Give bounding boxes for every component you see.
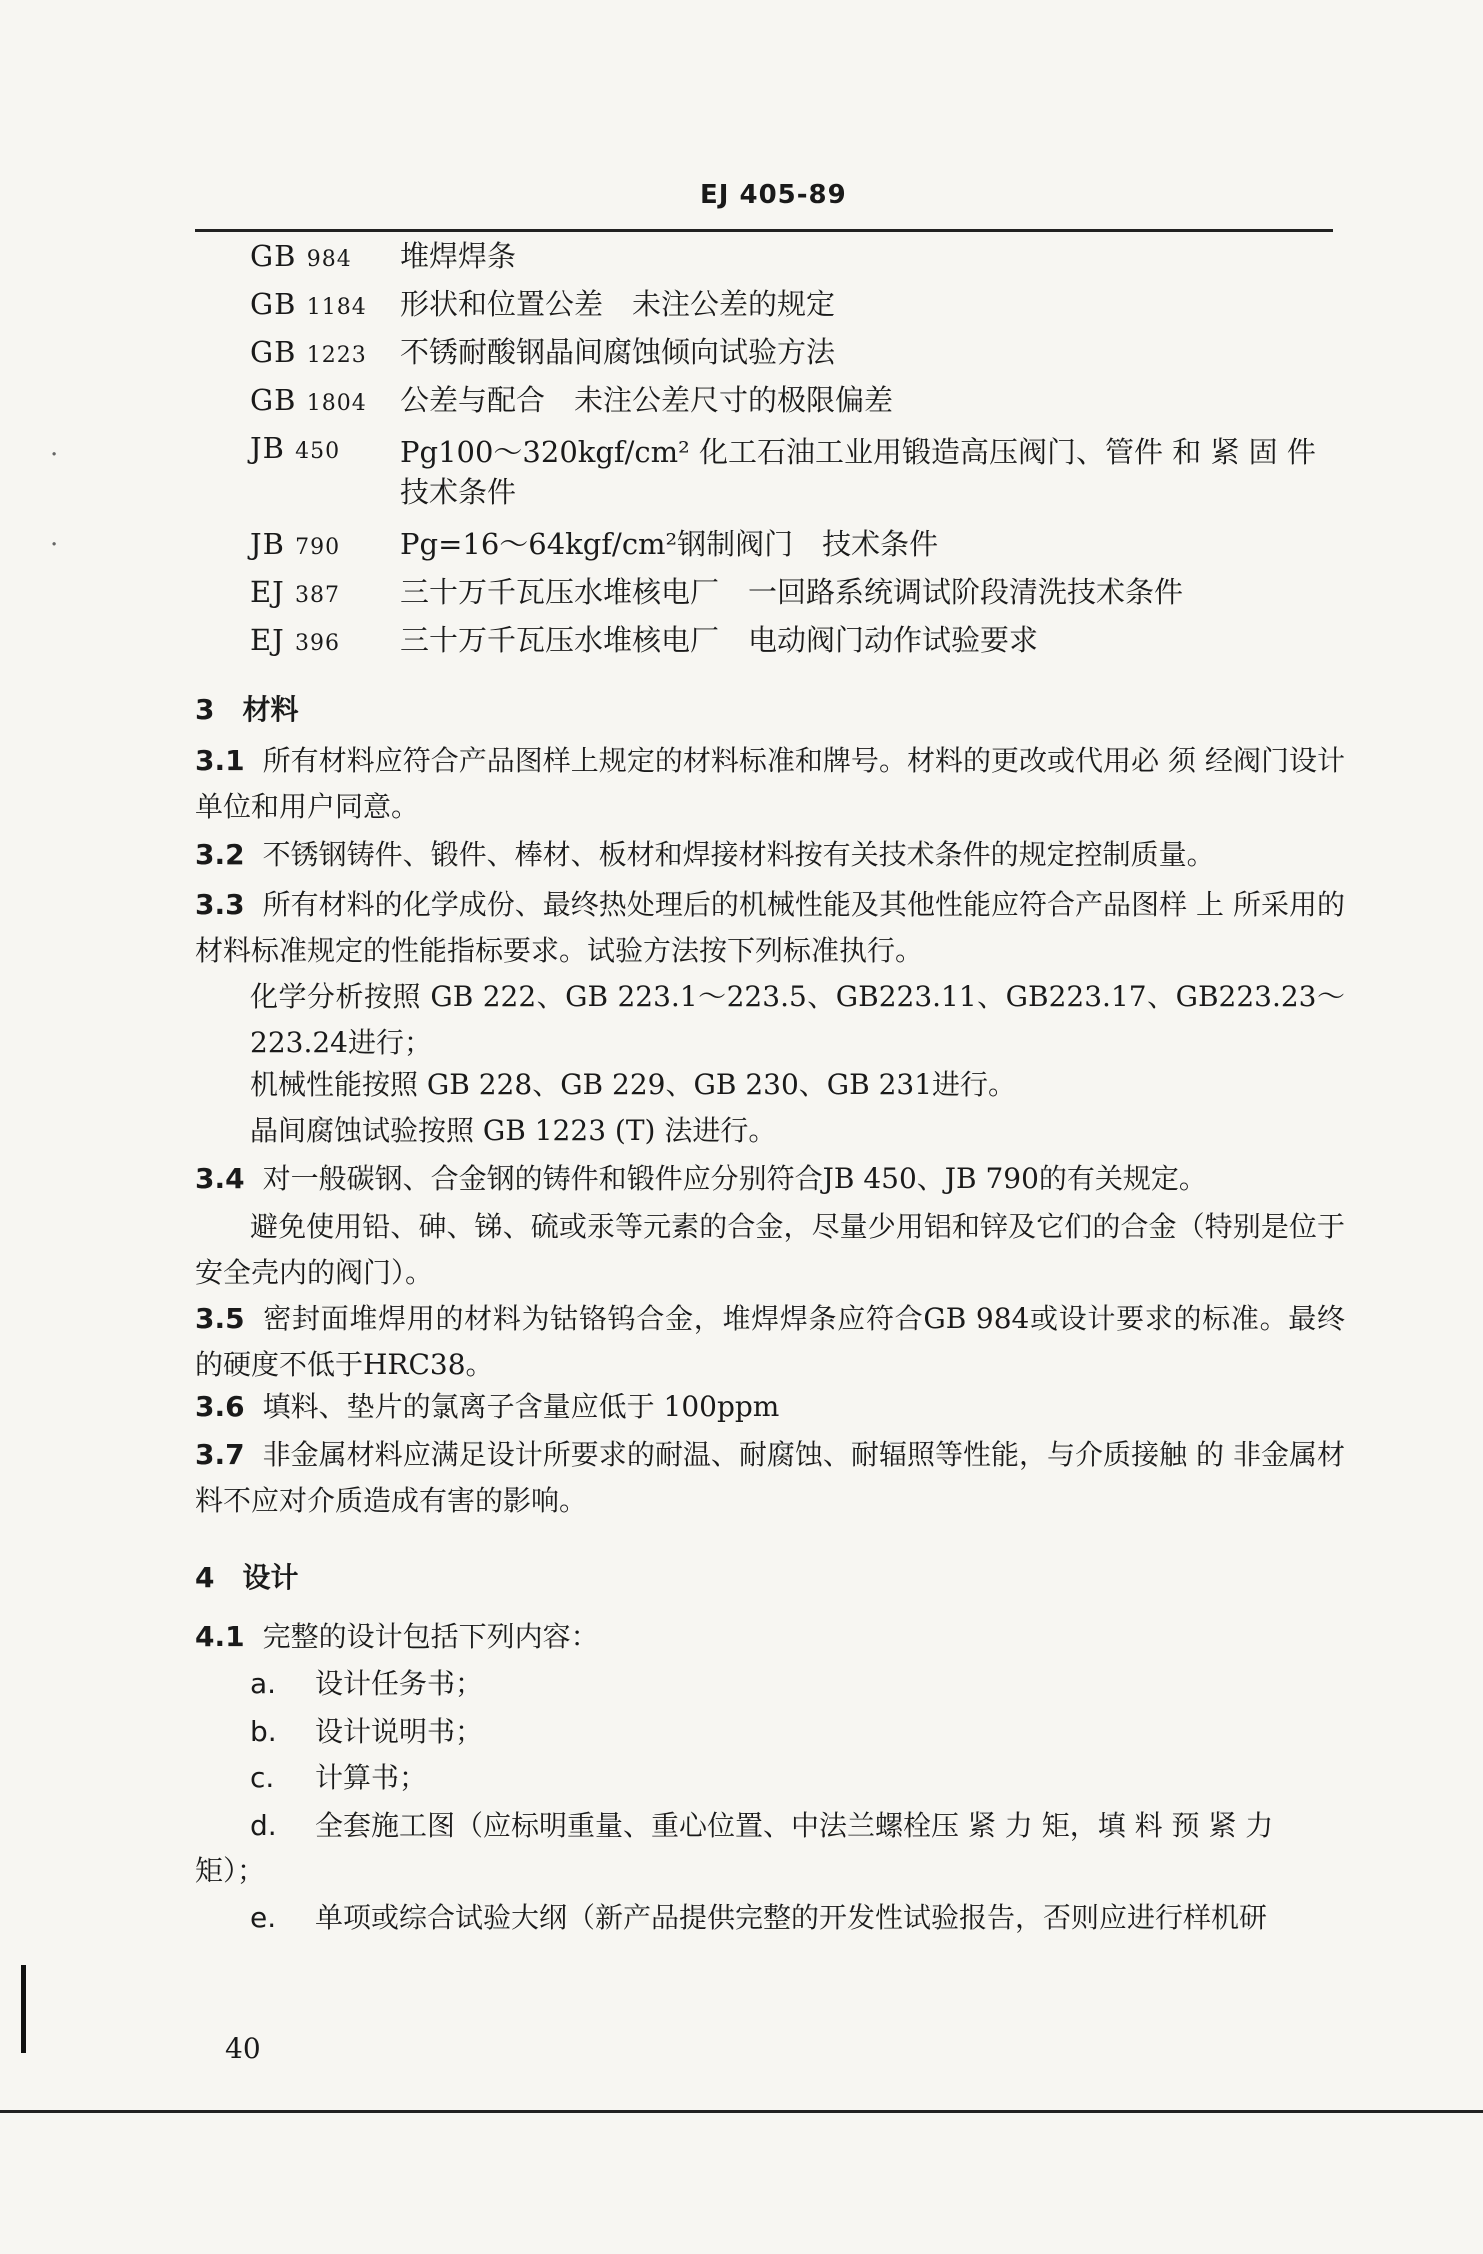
list-text: 计算书； [315,1761,428,1794]
ref-number: 1804 [306,391,367,416]
reference-item [250,624,1350,656]
footer-rule [0,2110,1483,2113]
clause-text: 填料、垫片的氯离子含量应低于 100ppm [262,1390,780,1423]
ref-code: EJ [250,575,285,609]
ref-number: 1184 [306,295,367,320]
list-text: 全套施工图（应标明重量、重心位置、中法兰螺栓压 紧 力 矩，填 料 预 紧 力 [315,1809,1274,1842]
clause-number: 3.6 [195,1390,245,1423]
ref-code: GB [250,335,297,369]
scan-margin-mark [21,1965,26,2053]
clause-3-5 [195,1296,1345,1388]
reference-item [250,432,1350,512]
ref-number: 396 [295,631,341,656]
clause-3-3-chemical: 化学分析按照 GB 222、GB 223.1～223.5、GB223.11、GB223.17、GB223.23～223.24进行； [250,980,1345,1059]
reference-item [250,240,1350,272]
list-marker: b. [250,1715,277,1748]
ref-title: Pg=16～64kgf/cm²钢制阀门 技术条件 [400,527,939,561]
clause-3-3 [195,882,1345,974]
list-text: 设计说明书； [315,1715,484,1748]
list-item [250,1662,483,1702]
clause-3-4 [195,1156,1345,1202]
clause-text: 对一般碳钢、合金钢的铸件和锻件应分别符合JB 450、JB 790的有关规定。 [262,1162,1207,1195]
ref-code: EJ [250,623,285,657]
list-marker: a. [250,1667,277,1700]
ref-title: Pg100～320kgf/cm² 化工石油工业用锻造高压阀门、管件 和 紧 固 件 技术条件 [400,435,1316,509]
clause-text: 完整的设计包括下列内容： [262,1620,599,1653]
clause-text: 不锈钢铸件、锻件、棒材、板材和焊接材料按有关技术条件的规定控制质量。 [262,838,1215,871]
scan-artifact-dot: · [50,530,59,560]
clause-3-7 [195,1432,1345,1524]
ref-title: 公差与配合 未注公差尺寸的极限偏差 [400,383,894,417]
ref-number: 1223 [306,343,367,368]
ref-number: 387 [295,583,341,608]
list-item [250,1804,1273,1844]
ref-code: GB [250,383,297,417]
clause-number: 4.1 [195,1620,245,1653]
list-marker: c. [250,1761,275,1794]
ref-code: JB [250,527,285,561]
clause-number: 3.4 [195,1162,245,1195]
clause-3-1 [195,738,1345,830]
ref-title: 不锈耐酸钢晶间腐蚀倾向试验方法 [400,335,836,369]
reference-item [250,576,1350,608]
list-marker: d. [250,1809,277,1842]
ref-title: 形状和位置公差 未注公差的规定 [400,287,836,321]
header-rule [195,229,1333,232]
ref-title: 堆焊焊条 [400,239,517,273]
ref-number: 984 [306,247,352,272]
section-heading-materials: 3 材料 [195,693,299,726]
clause-3-3-corrosion: 晶间腐蚀试验按照 GB 1223 (T) 法进行。 [250,1114,777,1147]
list-item-continuation: 矩）； [195,1854,266,1887]
list-text: 设计任务书； [315,1667,484,1700]
clause-4-1 [195,1614,1345,1660]
clause-3-3-mechanical: 机械性能按照 GB 228、GB 229、GB 230、GB 231进行。 [250,1068,1017,1101]
clause-number: 3.3 [195,888,245,921]
ref-title: 三十万千瓦压水堆核电厂 一回路系统调试阶段清洗技术条件 [400,575,1184,609]
ref-code: JB [250,431,285,465]
clause-text: 非金属材料应满足设计所要求的耐温、耐腐蚀、耐辐照等性能，与介质接触 的 非金属材料不应对介质造成有害的影响。 [195,1438,1345,1517]
reference-item [250,336,1350,368]
reference-item [250,384,1350,416]
reference-standards-list [250,240,1350,672]
scan-artifact-dot: · [50,440,59,470]
section-heading-design: 4 设计 [195,1561,299,1594]
clause-3-6 [195,1384,1345,1430]
clause-text: 密封面堆焊用的材料为钴铬钨合金，堆焊焊条应符合GB 984或设计要求的标准。最终的硬度不低于HRC38。 [195,1302,1345,1381]
clause-number: 3.5 [195,1302,245,1335]
clause-3-2 [195,832,1345,878]
clause-3-4-alloys: 避免使用铅、砷、锑、硫或汞等元素的合金，尽量少用铝和锌及它们的合金（特别是位于安全壳内的阀门）。 [195,1210,1345,1289]
standard-code-header: EJ 405-89 [700,180,847,210]
ref-number: 450 [295,439,341,464]
clause-number: 3.1 [195,744,245,777]
clause-text: 所有材料应符合产品图样上规定的材料标准和牌号。材料的更改或代用必 须 经阀门设计单位和用户同意。 [195,744,1345,823]
page-number: 40 [225,2032,261,2065]
reference-item [250,528,1350,560]
list-item [250,1710,483,1750]
list-item [250,1896,1267,1936]
clause-number: 3.2 [195,838,245,871]
clause-text: 所有材料的化学成份、最终热处理后的机械性能及其他性能应符合产品图样 上 所采用的材料标准规定的性能指标要求。试验方法按下列标准执行。 [195,888,1345,967]
clause-number: 3.7 [195,1438,245,1471]
ref-code: GB [250,287,297,321]
ref-title: 三十万千瓦压水堆核电厂 电动阀门动作试验要求 [400,623,1039,657]
ref-number: 790 [295,535,341,560]
list-marker: e. [250,1901,277,1934]
list-text: 单项或综合试验大纲（新产品提供完整的开发性试验报告，否则应进行样机研 [315,1901,1268,1934]
ref-code: GB [250,239,297,273]
list-item [250,1756,427,1796]
reference-item [250,288,1350,320]
